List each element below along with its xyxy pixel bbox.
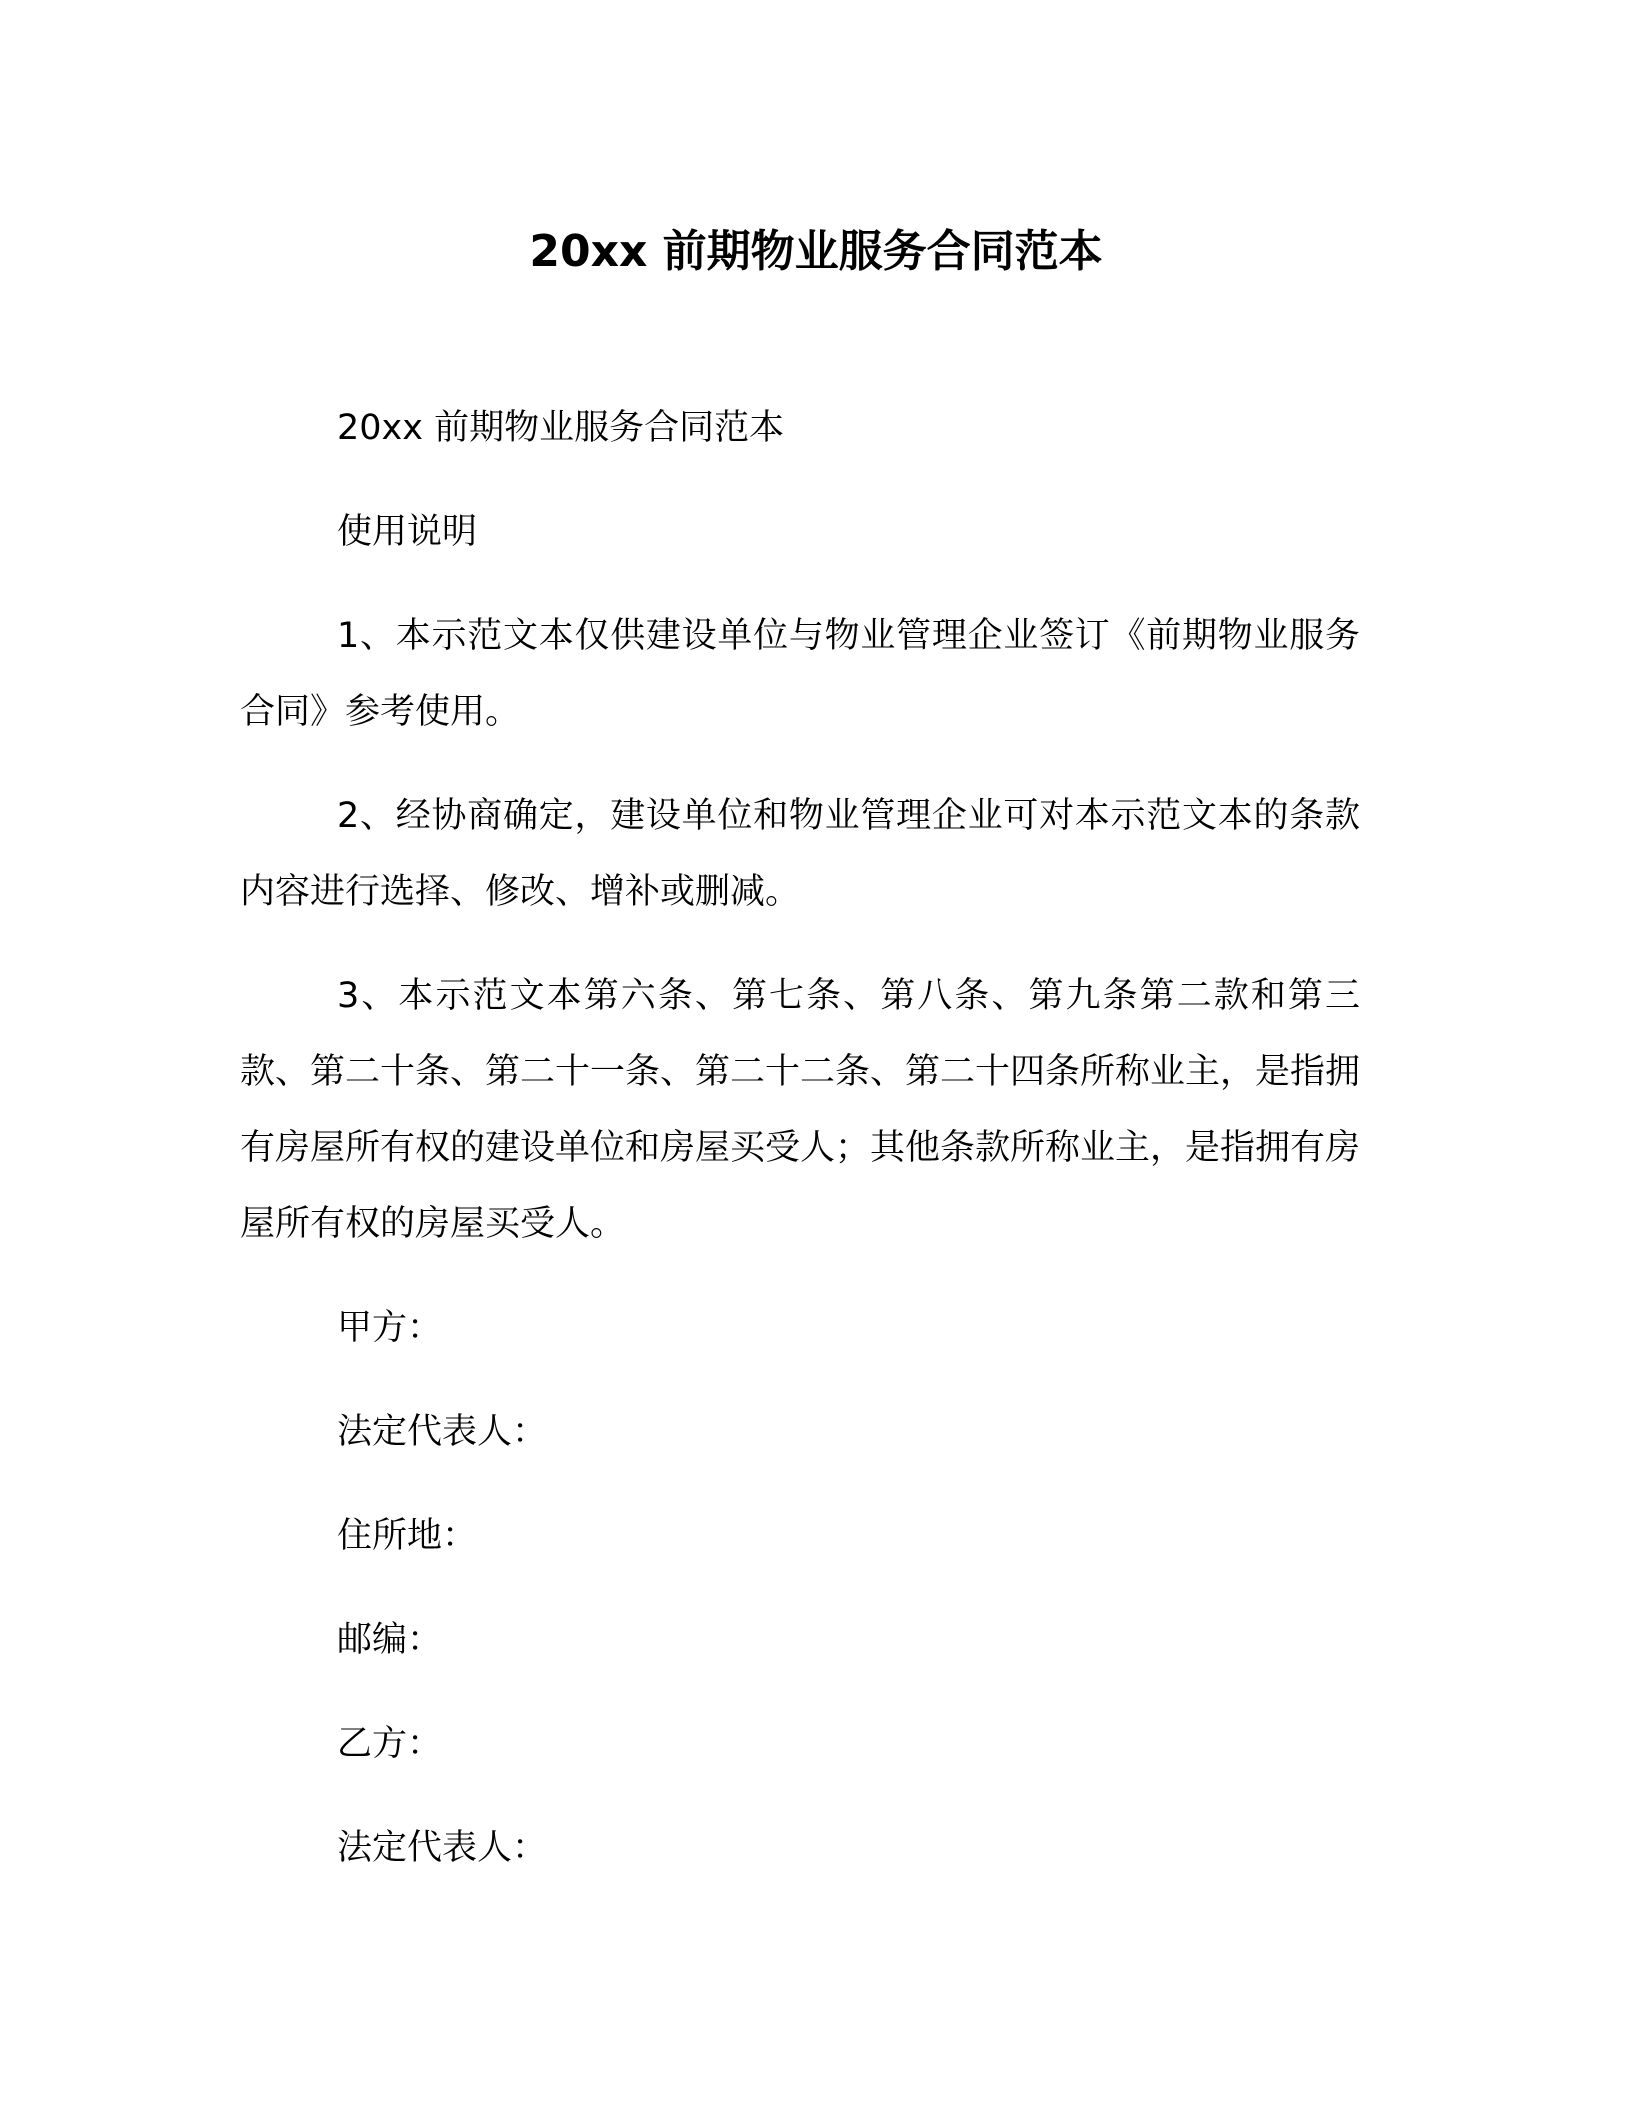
- document-title: 20xx 前期物业服务合同范本: [529, 226, 1103, 277]
- usage-note-3: 3、本示范文本第六条、第七条、第八条、第九条第二款和第三款、第二十条、第二十一条、第二十二条、第二十四条所称业主，是指拥有房屋所有权的建设单位和房屋买受人；其他条款所称业主，是指拥有房屋所有权的房屋买受人。: [240, 976, 1361, 1244]
- usage-note-1: 1、本示范文本仅供建设单位与物业管理企业签订《前期物业服务合同》参考使用。: [240, 616, 1360, 732]
- party-b-legal-rep: 法定代表人：: [337, 1828, 548, 1868]
- party-b-label: 乙方：: [337, 1724, 443, 1764]
- party-a-postcode: 邮编：: [337, 1620, 443, 1660]
- party-a-label: 甲方：: [337, 1308, 443, 1348]
- document-body: [240, 390, 1360, 1914]
- party-a-address: 住所地：: [337, 1516, 478, 1556]
- usage-note-2: 2、经协商确定，建设单位和物业管理企业可对本示范文本的条款内容进行选择、修改、增补或删减。: [240, 796, 1360, 912]
- document-subtitle: 20xx 前期物业服务合同范本: [337, 408, 785, 448]
- usage-heading: 使用说明: [337, 512, 478, 552]
- party-a-legal-rep: 法定代表人：: [337, 1412, 548, 1452]
